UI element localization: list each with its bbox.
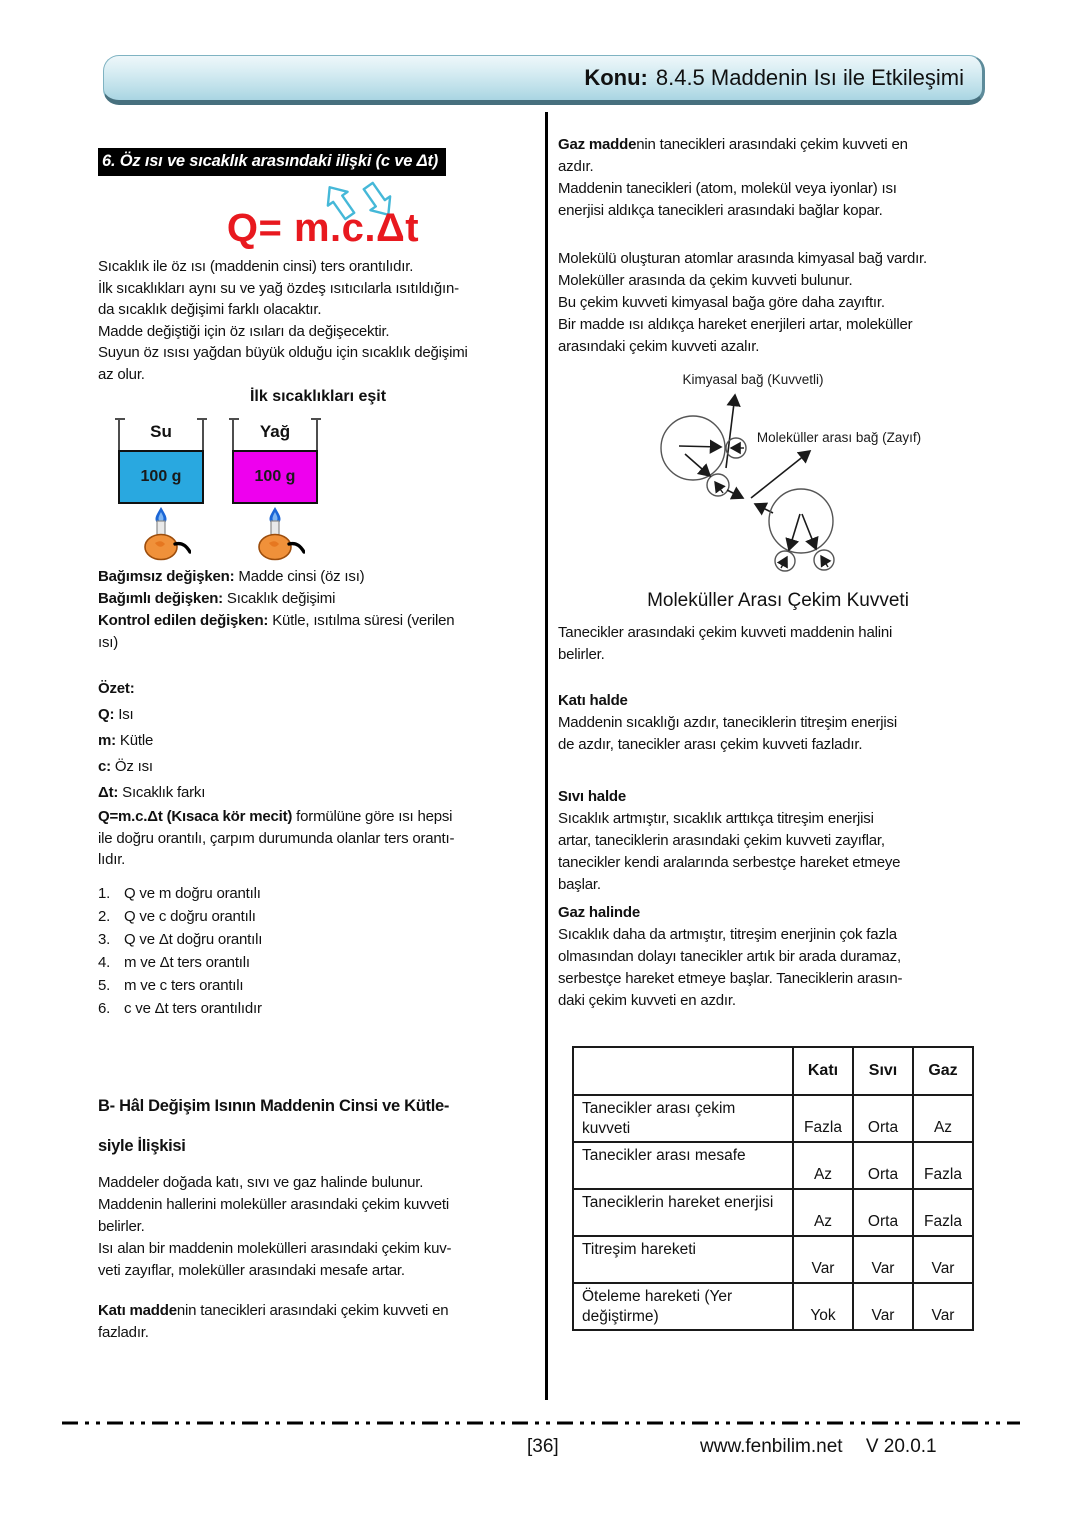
beaker-rim [229,418,239,420]
cell-value: Var [913,1283,973,1330]
meaning: Sıcaklık farkı [118,784,206,801]
solid-matter-rest: nin tanecikleri arasındaki çekim kuvveti en [176,1302,449,1319]
row-label: Tanecikler arası mesafe [573,1142,793,1189]
states-paragraph: Maddeler doğada katı, sıvı ve gaz halinde bulunur. Maddenin hallerini moleküller arasındaki çekim kuvveti belirler. Isı alan bir maddenin molekülleri arasındaki çekim kuv- veti zayıflar, moleküller arasındaki mesafe artar. [98,1174,452,1279]
water-label: Su [150,422,172,441]
strong-bond-label: Kimyasal bağ (Kuvvetli) [682,372,824,387]
weak-bond-label: Moleküller arası bağ (Zayıf) [756,430,922,445]
symbol: Δt: [98,784,119,801]
proportionality-list: Q ve m doğru orantılı Q ve c doğru orantılı Q ve Δt doğru orantılı m ve Δt ters orantılı m ve c ters orantılı c ve Δt ters orantılıdır [124,885,263,1017]
cell-value: Fazla [913,1189,973,1236]
symbol: Q: [98,706,115,723]
gas-matter-continued: azdır. Maddenin tanecikleri (atom, molekül veya iyonlar) ısı enerjisi aldıkça tanecikleri arasındaki bağlar kopar. [558,158,897,219]
cell-value: Yok [793,1283,853,1330]
variable-value: Sıcaklık değişimi [222,590,336,607]
meaning: Öz ısı [110,758,153,775]
molecular-bond-diagram [558,368,1008,590]
cell-value: Az [793,1142,853,1189]
footer-site-line [700,1436,937,1458]
formula-note-bold: Q=m.c.Δt (Kısaca kör mecit) [98,808,293,825]
solid-matter-bold: Katı madde [98,1302,177,1319]
gas-state-block [558,902,1008,1012]
variable-line [98,566,548,588]
table-row [573,1283,973,1330]
variable-value: Kütle, ısıtılma süresi (verilen [268,612,455,629]
footer-divider-line [62,1420,1020,1426]
cell-value: Var [853,1283,913,1330]
gas-matter-rest: nin tanecikleri arasındaki çekim kuvveti en [636,136,908,153]
solid-state-lines: Maddenin sıcaklığı azdır, taneciklerin titreşim enerjisi de azdır, tanecikler arası çekim kuvveti fazladır. [558,714,897,753]
variable-label: Bağımsız değişken: [98,568,235,585]
variable-line [98,610,548,632]
burner-icon [245,506,305,562]
cell-value: Orta [853,1189,913,1236]
left-column [98,0,548,1527]
definition-line [98,728,548,754]
water-beaker [118,418,204,504]
row-label: Taneciklerin hareket enerjisi [573,1189,793,1236]
version-label: V 20.0.1 [865,1436,937,1457]
states-comparison-table [572,1046,974,1331]
right-column [558,0,1008,1527]
variable-label: Bağımlı değişken: [98,590,223,607]
cell-value: Orta [853,1142,913,1189]
solid-matter-tail: fazladır. [98,1324,149,1341]
definition-line [98,780,548,806]
water-mass: 100 g [118,450,204,504]
heat-formula: Q= m.c.Δt [226,206,420,250]
diagram-caption: Moleküller Arası Çekim Kuvveti [647,590,909,611]
beaker-diagram [98,418,568,562]
formula-note-rest: formülüne göre ısı hepsi [292,808,453,825]
sectionB-heading: B- Hâl Değişim Isının Maddenin Cinsi ve Kütle- siyle İlişkisi [98,1097,450,1155]
table-header-row [573,1047,973,1095]
particles-force-paragraph: Tanecikler arasındaki çekim kuvveti maddenin halini belirler. [558,624,893,663]
cell-value: Fazla [913,1142,973,1189]
cell-value: Fazla [793,1095,853,1142]
liquid-state-lines: Sıcaklık artmıştır, sıcaklık arttıkça titreşim enerjisi artar, taneciklerin arasındaki çekim kuvveti zayıflar, tanecikler kendi aralarında serbestçe hareket etmeye başlar. [558,810,901,893]
solid-state-block [558,690,1008,756]
water-beaker-unit [118,418,204,562]
gas-state-heading: Gaz halinde [558,904,640,921]
solid-matter-line [98,1300,548,1322]
oil-beaker-unit [232,418,318,562]
summary-heading: Özet: [98,680,135,697]
molecule-bond-paragraph: Molekülü oluşturan atomlar arasında kimyasal bağ vardır. Moleküller arasında da çekim kuvveti bulunur. Bu çekim kuvveti kimyasal bağa göre daha zayıftır. Bir madde ısı aldıkça hareket enerjileri artar, moleküller arasındaki çekim kuvveti azalır. [558,250,927,355]
row-label: Titreşim hareketi [573,1236,793,1283]
column-header-liquid: Sıvı [853,1047,913,1095]
beaker-rim [197,418,207,420]
beaker-diagram-title: İlk sıcaklıkları eşit [249,388,387,405]
burner-icon [131,506,191,562]
definition-line [98,702,548,728]
column-header-solid: Katı [793,1047,853,1095]
variable-line [98,588,548,610]
oil-mass: 100 g [232,450,318,504]
cell-value: Var [853,1236,913,1283]
gas-state-lines: Sıcaklık daha da artmıştır, titreşim enerjinin çok fazla olmasından dolayı tanecikler artık bir arada duramaz, serbestçe hareket etmeye başlar. Taneciklerin arasın- daki çekim kuvveti en azdır. [558,926,903,1009]
gas-matter-bold: Gaz madde [558,136,637,153]
cell-value: Az [913,1095,973,1142]
topic-title: 8.4.5 Maddenin Isı ile Etkileşimi [655,65,964,90]
table-row [573,1095,973,1142]
cell-value: Az [793,1189,853,1236]
cell-value: Var [793,1236,853,1283]
symbol: c: [98,758,111,775]
table-row [573,1236,973,1283]
variable-label: Kontrol edilen değişken: [98,612,269,629]
row-label: Tanecikler arası çekim kuvveti [573,1095,793,1142]
page-number: [36] [527,1436,559,1457]
formula-note-continued: ile doğru orantılı, çarpım durumunda olanlar ters orantı- lıdır. [98,829,455,868]
column-header-gas: Gaz [913,1047,973,1095]
cell-value: Orta [853,1095,913,1142]
gas-matter-line [558,134,1008,156]
variable-value: Madde cinsi (öz ısı) [234,568,365,585]
definition-line [98,754,548,780]
site-url: www.fenbilim.net [700,1436,843,1457]
section6-heading: 6. Öz ısı ve sıcaklık arasındaki ilişki (c ve Δt) [98,148,446,176]
variable-line-tail: ısı) [98,634,119,651]
solid-matter-paragraph [98,1300,548,1344]
summary-block [98,676,548,871]
liquid-state-block [558,786,1008,896]
formula-note-line [98,806,548,828]
oil-label: Yağ [259,422,291,441]
row-label: Öteleme hareketi (Yer değiştirme) [573,1283,793,1330]
symbol: m: [98,732,116,749]
formula-block [98,180,548,256]
oil-beaker [232,418,318,504]
intro-paragraph: Sıcaklık ile öz ısı (maddenin cinsi) ters orantılıdır. İlk sıcaklıkları aynı su ve yağ özdeş ısıtıcılarla ısıtıldığın- da sıcaklık değişimi farklı olacaktır. Madde değiştiği için öz ısıları da değişecektir. Suyun öz ısısı yağdan büyük olduğu için sıcaklık değişimi az olur. [98,258,468,383]
table-row [573,1142,973,1189]
beaker-rim [115,418,125,420]
table-corner-cell [573,1047,793,1095]
gas-matter-paragraph [558,134,1008,222]
topic-label: Konu: [584,65,648,90]
meaning: Kütle [115,732,154,749]
variables-block [98,566,548,654]
solid-state-heading: Katı halde [558,692,628,709]
meaning: Isı [114,706,134,723]
cell-value: Var [913,1236,973,1283]
beaker-rim [311,418,321,420]
liquid-state-heading: Sıvı halde [558,788,627,805]
table-row [573,1189,973,1236]
